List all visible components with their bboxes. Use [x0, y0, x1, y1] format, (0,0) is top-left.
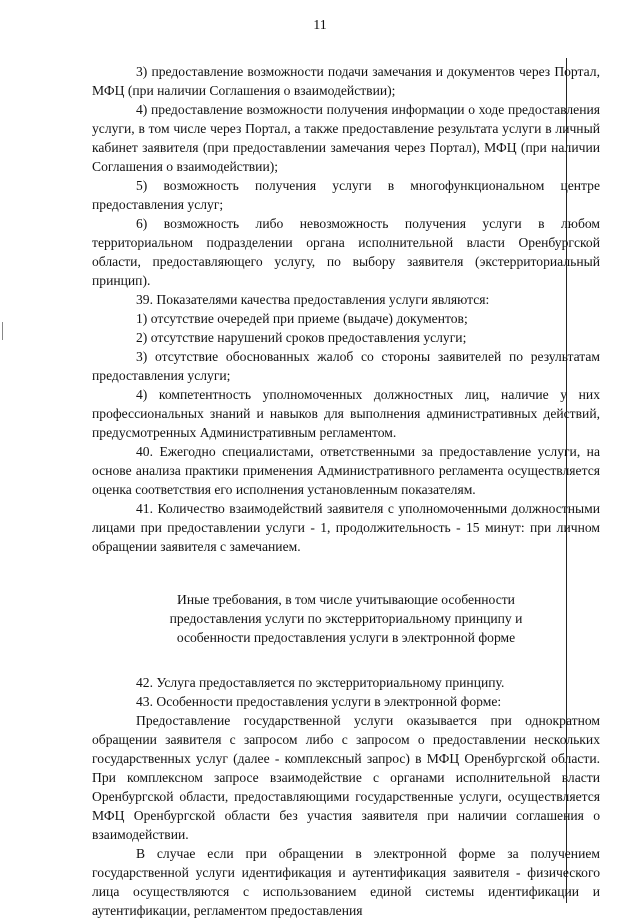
paragraph-item-5: 5) возможность получения услуги в многофункциональном центре предоставления услуг;	[92, 178, 600, 212]
paragraph-39-item-2: 2) отсутствие нарушений сроков предоставления услуги;	[136, 330, 467, 345]
paragraph-39-item-4: 4) компетентность уполномоченных должностных лиц, наличие у них профессиональных знаний и навыков для выполнения административных действий, предусмотренных Административным регламентом.	[92, 387, 600, 440]
paragraph-41: 41. Количество взаимодействий заявителя с уполномоченными должностными лицами при предоставлении услуги - 1, продолжительность - 15 минут: при личном обращении заявителя с замечанием.	[92, 501, 600, 554]
paragraph-item-3: 3) предоставление возможности подачи замечания и документов через Портал, МФЦ (при наличии Соглашения о взаимодействии);	[92, 64, 600, 98]
paragraph-43: 43. Особенности предоставления услуги в электронной форме:	[136, 694, 502, 709]
page-number: 11	[313, 18, 327, 33]
paragraph-43-text-2: В случае если при обращении в электронной форме за получением государственной услуги идентификация и аутентификация заявителя - физического лица осуществляются с использованием единой системы идентификации и аутентификации, регламентом предоставления	[92, 846, 600, 918]
section-title-line-3: особенности предоставления услуги в электронной форме	[176, 630, 516, 645]
paragraph-item-6: 6) возможность либо невозможность получения услуги в любом территориальном подразделении органа исполнительной власти Оренбургской области, предоставляющего услугу, по выбору заявителя (экстерриториальный принцип).	[92, 216, 600, 288]
paragraph-40: 40. Ежегодно специалистами, ответственными за предоставление услуги, на основе анализа практики применения Административного регламента осуществляется оценка соответствия его исполнения установленным показателям.	[92, 444, 600, 497]
document-body	[92, 62, 600, 920]
left-margin-mark	[2, 322, 3, 340]
paragraph-item-4: 4) предоставление возможности получения информации о ходе предоставления услуги, в том числе через Портал, а также предоставление результата услуги в личный кабинет заявителя (при предоставлении замечания через Портал), МФЦ (при наличии Соглашения о взаимодействии);	[92, 102, 600, 174]
section-title	[92, 590, 600, 647]
paragraph-42: 42. Услуга предоставляется по экстерриториальному принципу.	[136, 675, 505, 690]
paragraph-39-item-3: 3) отсутствие обоснованных жалоб со стороны заявителей по результатам предоставления услуги;	[92, 349, 600, 383]
section-title-line-2: предоставления услуги по экстерриториальному принципу и	[169, 611, 523, 626]
paragraph-43-text-1: Предоставление государственной услуги оказывается при однократном обращении заявителя с запросом либо с запросом о предоставлении нескольких государственных услуг (далее - комплексный запрос) в МФЦ Оренбургской области. При комплексном запросе взаимодействие с органами исполнительной власти Оренбургской области, предоставляющими государственные услуги, осуществляется МФЦ Оренбургской области без участия заявителя при наличии соглашения о взаимодействии.	[92, 713, 600, 842]
paragraph-39-item-1: 1) отсутствие очередей при приеме (выдаче) документов;	[136, 311, 468, 326]
paragraph-39: 39. Показателями качества предоставления услуги являются:	[136, 292, 490, 307]
section-title-line-1: Иные требования, в том числе учитывающие особенности	[177, 592, 515, 607]
